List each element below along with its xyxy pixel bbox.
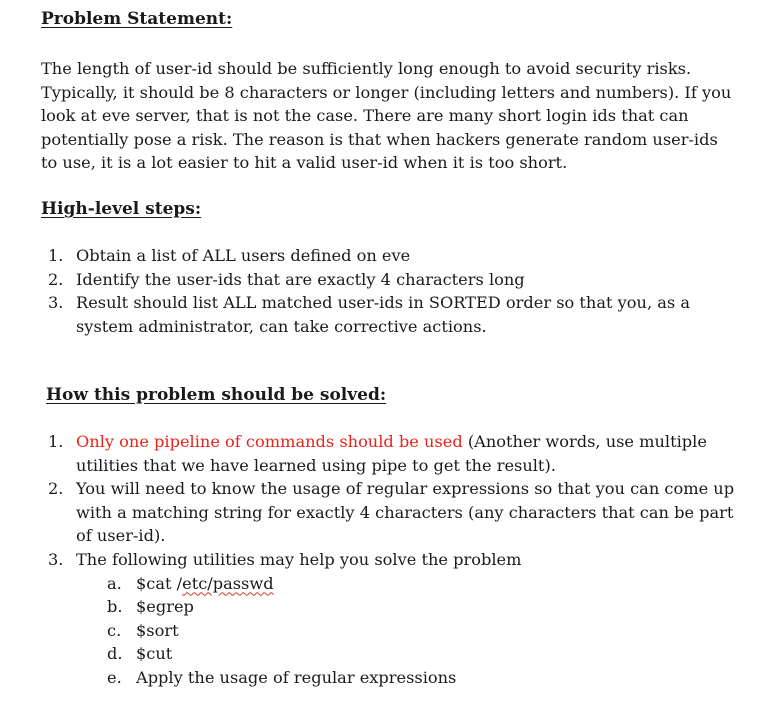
list-text [76, 430, 734, 454]
sublist-text: $cut [136, 644, 173, 664]
problem-line: to use, it is a lot easier to hit a valid user-id when it is too short. [41, 153, 568, 173]
list-item [41, 268, 690, 292]
list-number: 1. [48, 246, 64, 265]
list-item [41, 548, 734, 690]
sublist-letter: b. [107, 597, 123, 617]
sublist-letter: e. [107, 667, 122, 687]
list-text: system administrator, can take corrective actions. [76, 316, 487, 336]
list-text: Obtain a list of ALL users defined on eve [76, 246, 411, 265]
sublist-item [41, 595, 734, 619]
list-number: 3. [48, 549, 64, 569]
list-item [41, 244, 690, 268]
list-text: of user-id). [76, 526, 166, 546]
list-number: 2. [48, 479, 64, 499]
sublist-letter: d. [107, 644, 123, 664]
list-text: Result should list ALL matched user-ids in SORTED order so that you, as a [76, 293, 691, 313]
sublist-item [41, 619, 734, 643]
list-number: 3. [48, 293, 64, 313]
sublist-text: $egrep [136, 597, 194, 617]
list-item [41, 291, 690, 338]
sublist-item [41, 666, 734, 690]
list-text: You will need to know the usage of regular expressions so that you can come up [76, 479, 735, 499]
how-to-solve-heading: How this problem should be solved: [46, 385, 387, 405]
sublist-item [41, 642, 734, 666]
sublist-letter: a. [107, 573, 122, 593]
list-text: The following utilities may help you solve the problem [76, 549, 522, 569]
sublist-text: $cat /etc/passwd [136, 573, 274, 593]
spellcheck-underline: etc/passwd [182, 573, 274, 593]
problem-statement-heading: Problem Statement: [41, 9, 233, 29]
list-text: utilities that we have learned using pipe to get the result). [76, 455, 556, 475]
problem-line: look at eve server, that is not the case. There are many short login ids that can [41, 106, 689, 126]
list-text: Identify the user-ids that are exactly 4 characters long [76, 269, 525, 289]
problem-paragraph [41, 57, 761, 175]
list-item [41, 477, 734, 548]
high-level-steps-heading: High-level steps: [41, 199, 202, 219]
sublist-text: Apply the usage of regular expressions [136, 667, 457, 687]
steps-list [41, 244, 690, 338]
problem-line: The length of user-id should be sufficiently long enough to avoid security risks. [41, 59, 692, 78]
list-number: 1. [48, 432, 64, 451]
list-item [41, 430, 734, 477]
list-number: 2. [48, 269, 64, 289]
list-text: with a matching string for exactly 4 characters (any characters that can be part [76, 502, 734, 522]
list-text-rest: (Another words, use multiple [462, 432, 707, 451]
highlighted-requirement: Only one pipeline of commands should be used [76, 432, 463, 451]
sublist-text: $sort [136, 620, 179, 640]
sublist-letter: c. [107, 620, 122, 640]
utilities-sublist [41, 572, 734, 690]
problem-line: Typically, it should be 8 characters or longer (including letters and numbers). If you [41, 82, 732, 102]
sublist-item [41, 572, 734, 596]
solve-list [41, 430, 734, 690]
problem-line: potentially pose a risk. The reason is that when hackers generate random user-ids [41, 129, 718, 149]
